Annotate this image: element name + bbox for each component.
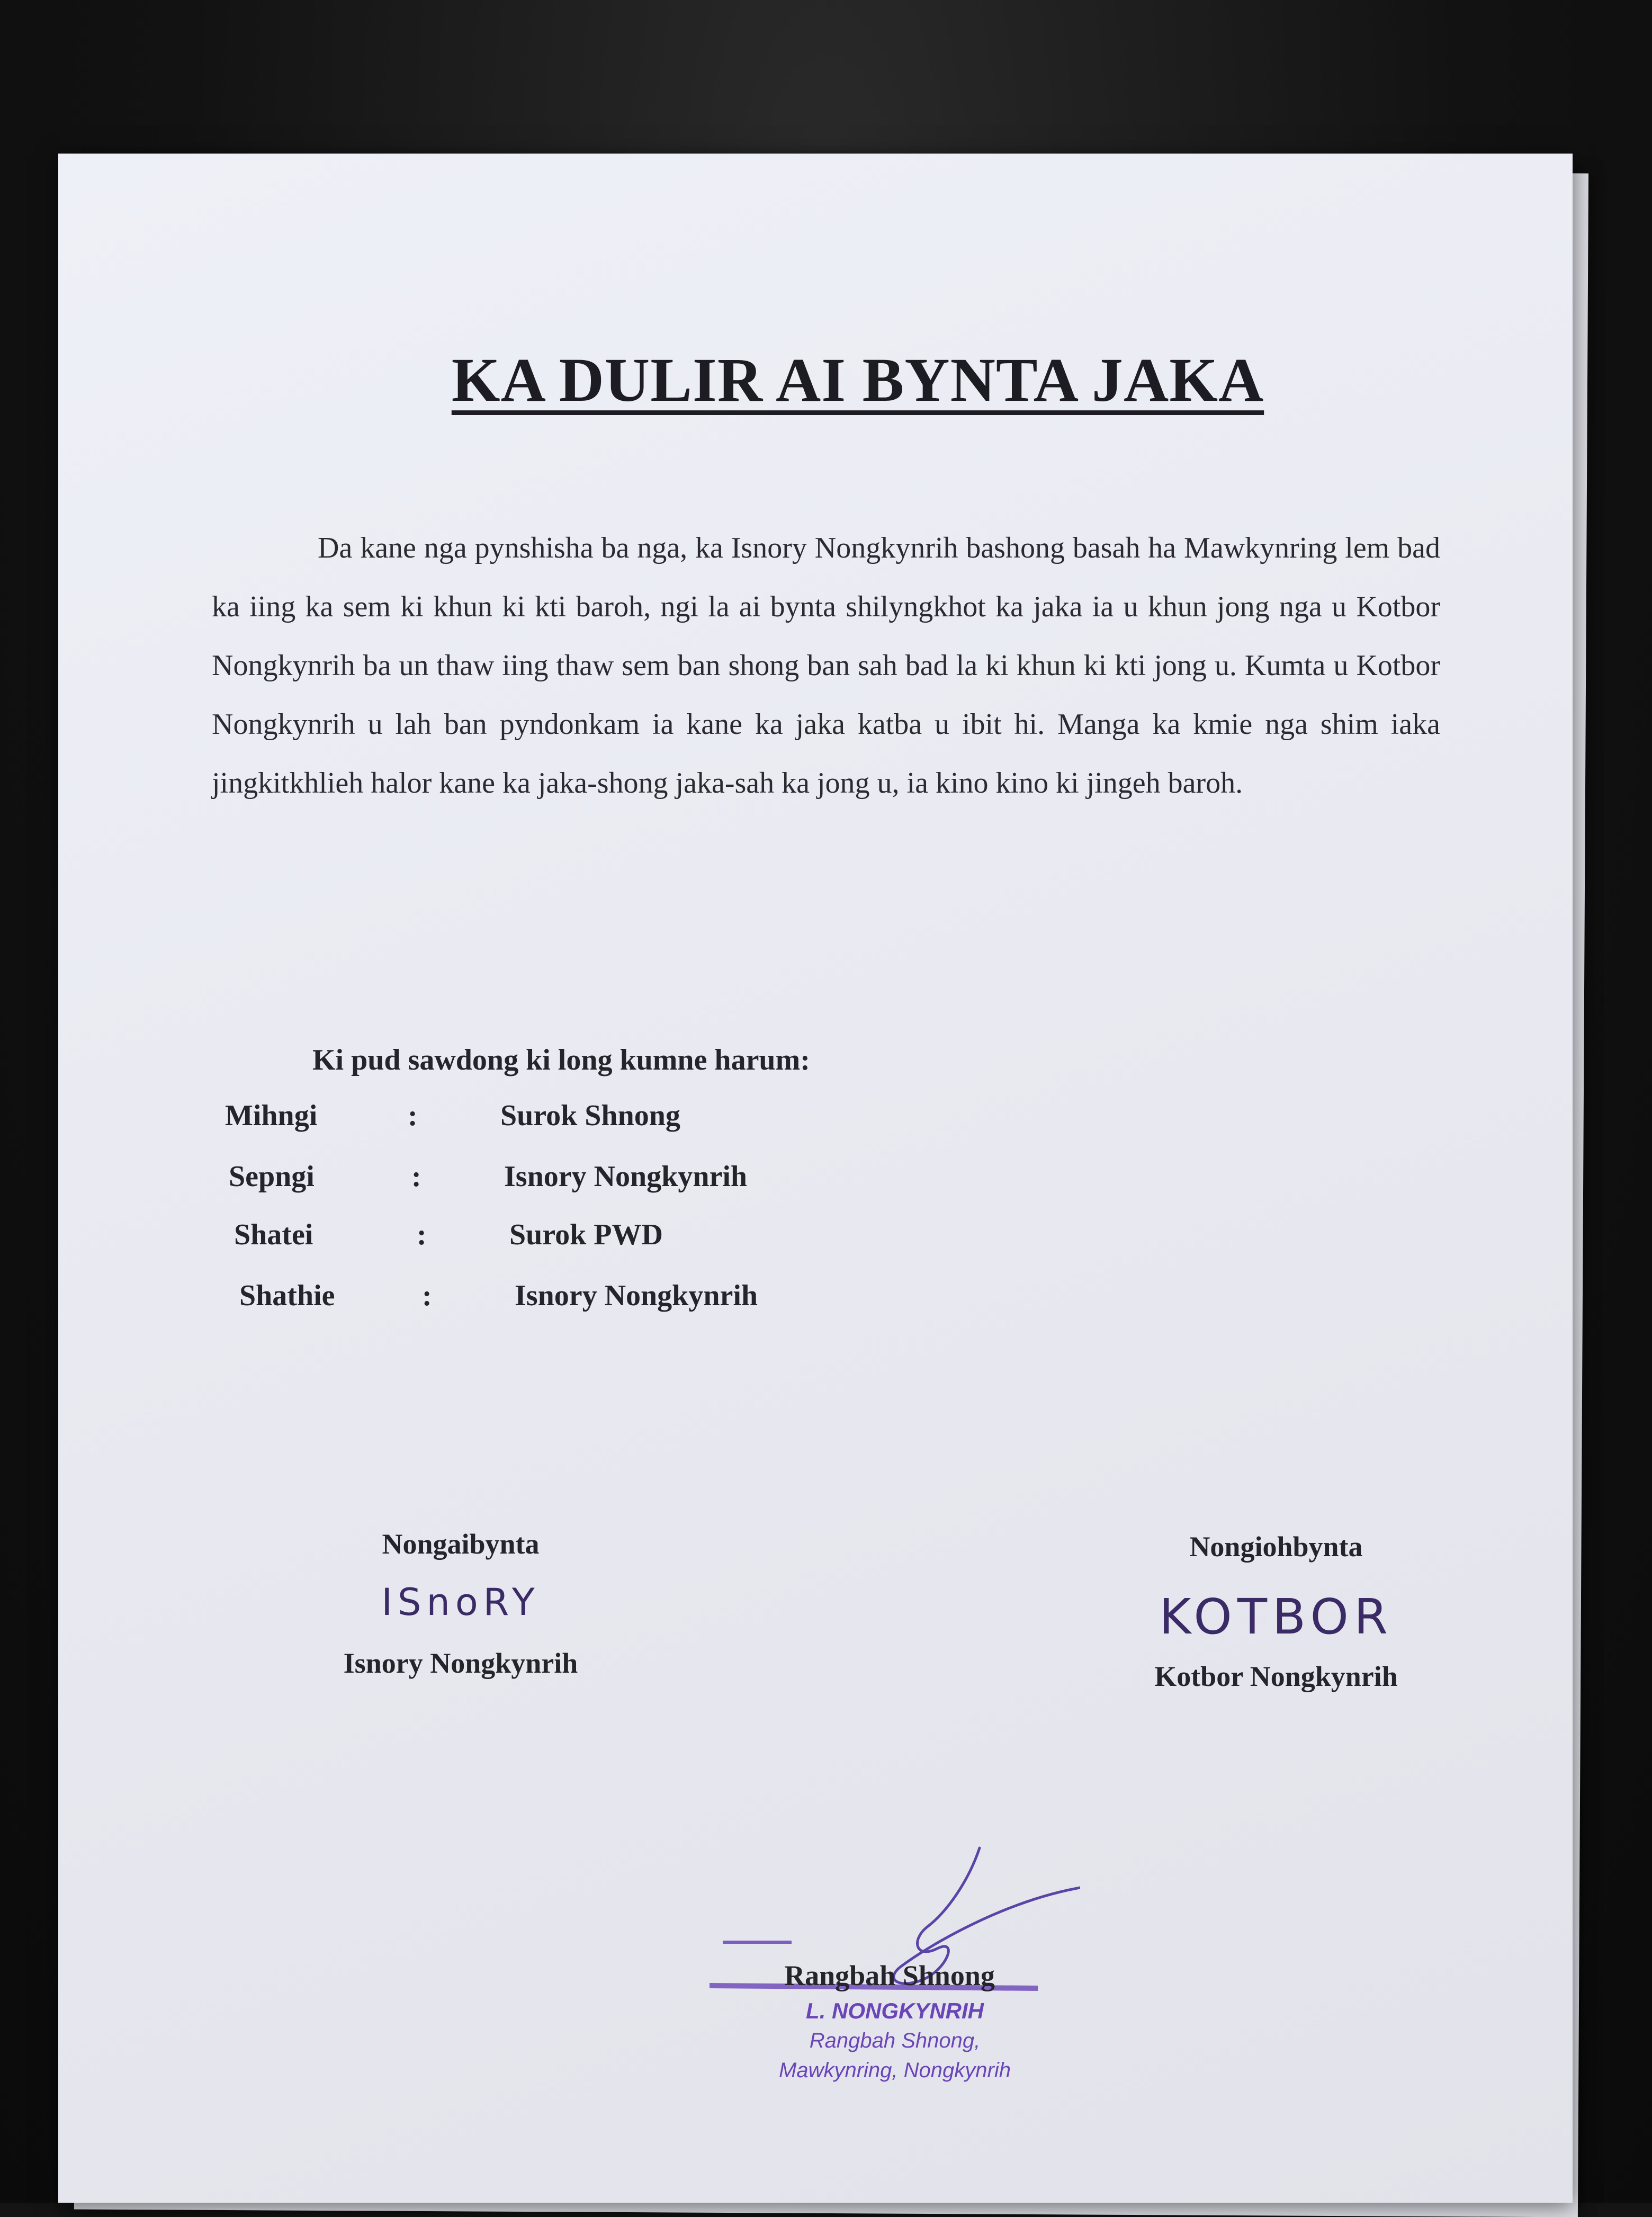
official-stamp [731,1996,1059,2085]
stamp-place: Mawkynring, Nongkynrih [779,2059,1011,2082]
boundary-name: Isnory Nongkynrih [504,1160,748,1193]
boundary-name: Surok Shnong [500,1099,680,1132]
giver-name: Isnory Nongkynrih [343,1647,578,1679]
receiver-handwritten-signature: KOTBOR [1159,1588,1393,1645]
giver-role: Nongaibynta [382,1528,540,1560]
declaration-paragraph: Da kane nga pynshisha ba nga, ka Isnory Nongkynrih bashong basah ha Mawkynring lem bad ka iing ka sem ki khun ki kti baroh, ngi la ai bynta shilyngkhot ka jaka ia u khun jong nga u Kotbor Nongkynrih ba un thaw iing thaw sem ban shong ban sah bad la ki khun ki kti jong u. Kumta u Kotbor Nongkynrih u lah ban pyndonkam ia kane ka jaka katba u ibit hi. Manga ka kmie nga shim iaka jingkitkhlieh halor kane ka jaka-shong jaka-sah ka jong u, ia kino kino ki jingeh baroh. [212,532,1440,800]
receiver-name: Kotbor Nongkynrih [1154,1660,1398,1692]
boundary-direction: Shathie [239,1279,335,1312]
boundary-direction: Mihngi [225,1099,318,1132]
boundaries-heading: Ki pud sawdong ki long kumne harum: [312,1044,810,1076]
stamp-underline [723,1941,792,1944]
boundary-direction: Sepngi [229,1160,315,1193]
document-title: KA DULIR AI BYNTA JAKA [451,345,1264,415]
boundary-name: Isnory Nongkynrih [515,1279,758,1312]
receiver-role: Nongiohbynta [1189,1531,1363,1563]
boundary-colon: : [422,1279,432,1312]
headman-title: Rangbah Shnong [784,1960,995,1991]
document-page [58,154,1573,2203]
stamp-title: Rangbah Shnong, [809,2029,981,2052]
giver-signature-block [270,1528,651,1697]
receiver-signature-block [1064,1530,1488,1710]
boundary-colon: : [417,1218,427,1251]
boundary-name: Surok PWD [509,1218,663,1251]
headman-attestation [710,1837,1080,2102]
boundary-colon: : [411,1160,421,1193]
giver-handwritten-signature: ISnoRY [381,1581,540,1624]
boundary-colon: : [408,1099,418,1132]
stamp-name: L. NONGKYNRIH [806,1998,984,2023]
boundary-direction: Shatei [234,1218,313,1251]
